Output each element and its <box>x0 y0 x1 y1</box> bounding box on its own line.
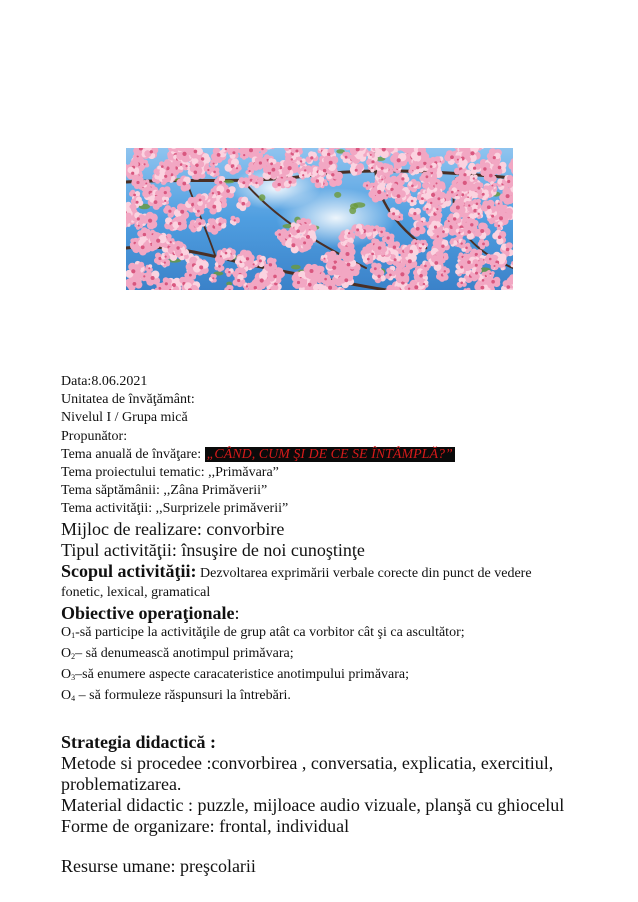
scope-label: Scopul activităţii: <box>61 560 197 581</box>
objective-index: 1 <box>71 630 76 640</box>
human-resources-line: Resurse umane: preşcolarii <box>61 855 256 876</box>
proposer-line: Propunător: <box>61 428 128 444</box>
project-theme-line: Tema proiectului tematic: ,,Primăvara” <box>61 465 279 481</box>
week-theme-line: Tema săptămânii: ,,Zâna Primăverii” <box>61 483 268 499</box>
objective-letter: O <box>61 646 72 662</box>
date-line: Data:8.06.2021 <box>61 374 148 389</box>
objective-index: 3 <box>71 673 76 683</box>
scope-text-continued: fonetic, lexical, gramatical <box>61 584 211 600</box>
means-line: Mijloc de realizare: convorbire <box>61 518 285 539</box>
objective-item <box>61 624 621 645</box>
scope-line <box>61 561 621 584</box>
spacer <box>61 837 621 856</box>
blossom-flower <box>126 167 139 180</box>
scope-text: Dezvoltarea exprimării verbale corecte din punct de vedere <box>196 565 532 581</box>
leaf-shape <box>291 265 301 270</box>
objective-index: 2 <box>71 652 76 662</box>
header-image <box>126 148 513 290</box>
blossom-flower <box>238 177 250 188</box>
leaf-shape <box>259 194 266 201</box>
organization-forms-line: Forme de organizare: frontal, individual <box>61 815 350 836</box>
activity-theme-line: Tema activităţii: ,,Surprizele primăverii” <box>61 501 289 517</box>
objective-letter: O <box>61 624 72 640</box>
methods-line: Metode si procedee :convorbirea , conversatia, explicatia, exercitiul, <box>61 752 554 773</box>
objective-item <box>61 687 621 708</box>
annual-theme-label: Tema anuală de învăţare: <box>61 446 202 462</box>
objective-index: 4 <box>71 694 76 704</box>
blossom-flower <box>304 264 319 279</box>
level-group-line: Nivelul I / Grupa mică <box>61 410 188 426</box>
objective-item <box>61 666 621 687</box>
strategy-title: Strategia didactică : <box>61 731 216 752</box>
objective-item <box>61 645 621 666</box>
activity-type-line: Tipul activităţii: însuşire de noi cunoştinţe <box>61 539 365 560</box>
blossom-flower <box>326 261 343 276</box>
objectives-list <box>61 624 621 709</box>
objectives-title-colon: : <box>234 602 240 623</box>
annual-theme-line <box>61 446 621 464</box>
leaf-shape <box>353 202 365 208</box>
leaf-shape <box>334 192 341 198</box>
blossom-flower <box>350 165 362 176</box>
cherry-blossom-photo-icon <box>126 148 513 290</box>
objective-letter: O <box>61 688 72 704</box>
annual-theme-value: „CÂND, CUM ŞI DE CE SE ÎNTÂMPLĂ?” <box>206 446 453 462</box>
objectives-title <box>61 602 621 624</box>
objectives-title-text: Obiective operaţionale <box>61 602 235 623</box>
objective-letter: O <box>61 667 72 683</box>
objective-text: – să denumească anotimpul primăvara; <box>75 646 294 662</box>
lesson-plan-document <box>61 373 621 877</box>
leaf-shape <box>349 207 356 214</box>
objective-text: –să enumere aspecte caracateristice anotimpului primăvara; <box>75 667 410 683</box>
school-unit-line: Unitatea de învăţământ: <box>61 392 195 408</box>
objective-text: – să formuleze răspunsuri la întrebări. <box>75 688 291 704</box>
objective-text: -să participe la activităţile de grup atât ca vorbitor cât şi ca ascultător; <box>75 624 465 640</box>
material-line: Material didactic : puzzle, mijloace audio vizuale, planşă cu ghiocelul <box>61 794 565 815</box>
methods-line-continued: problematizarea. <box>61 773 182 794</box>
